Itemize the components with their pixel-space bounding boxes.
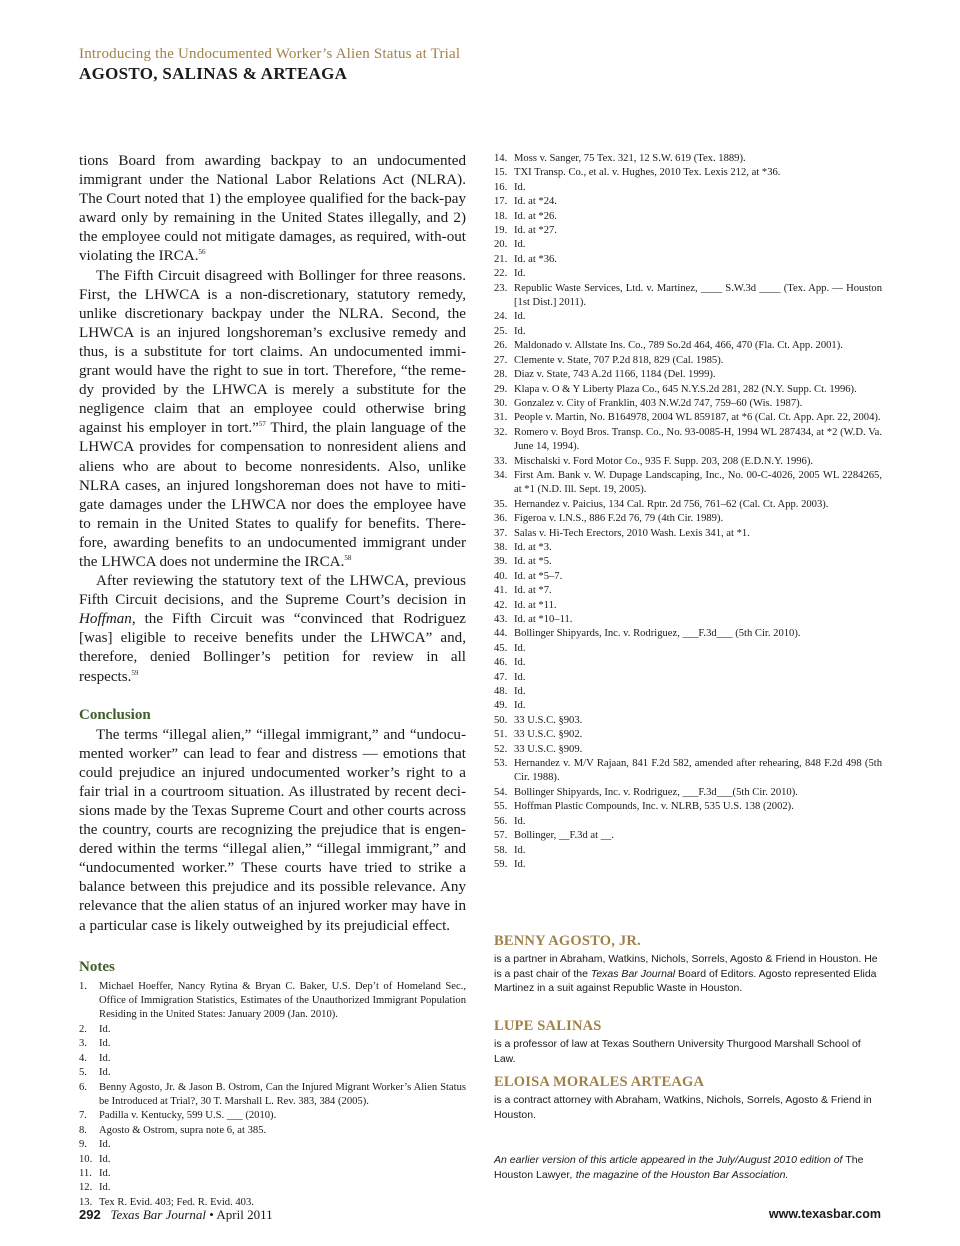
note-text: Diaz v. State, 743 A.2d 1166, 1184 (Del. 1999). bbox=[514, 369, 716, 381]
note-number: 33. bbox=[494, 455, 508, 467]
note-number: 21. bbox=[494, 253, 508, 265]
note-text: Id. bbox=[99, 1023, 111, 1035]
note-item bbox=[494, 815, 882, 829]
note-item bbox=[494, 844, 882, 858]
note-text: Id. at *11. bbox=[514, 599, 557, 611]
note-number: 52. bbox=[494, 743, 508, 755]
note-number: 19. bbox=[494, 225, 508, 237]
note-number: 55. bbox=[494, 801, 508, 813]
note-number: 43. bbox=[494, 614, 508, 625]
note-item bbox=[494, 541, 882, 555]
note-text: Klapa v. O & Y Liberty Plaza Co., 645 N.Y.S.2d 281, 282 (N.Y. Supp. Ct. 1996). bbox=[514, 383, 857, 395]
header-authors: AGOSTO, SALINAS & ARTEAGA bbox=[79, 64, 348, 83]
note-item bbox=[79, 1052, 466, 1066]
note-text: Tex R. Evid. 403; Fed. R. Evid. 403. bbox=[99, 1196, 254, 1208]
note-number: 47. bbox=[494, 671, 508, 683]
note-text: 33 U.S.C. §902. bbox=[514, 729, 583, 741]
note-number: 30. bbox=[494, 397, 508, 409]
note-text: Id. bbox=[514, 858, 526, 870]
note-item bbox=[79, 1023, 466, 1037]
note-number: 31. bbox=[494, 412, 508, 424]
bio-arteaga bbox=[494, 1074, 882, 1122]
note-text: Padilla v. Kentucky, 599 U.S. ___ (2010). bbox=[99, 1110, 277, 1122]
note-number: 14. bbox=[494, 153, 508, 164]
note-text: TXI Transp. Co., et al. v. Hughes, 2010 Tex. Lexis 212, at *36. bbox=[514, 167, 781, 179]
publication-note: An earlier version of this article appeared in the July/August 2010 edition of The Houston Lawyer, the magazine of the Houston Bar Association. bbox=[494, 1154, 864, 1181]
note-number: 54. bbox=[494, 786, 508, 798]
note-item bbox=[494, 757, 882, 786]
note-item bbox=[79, 1081, 466, 1110]
note-number: 39. bbox=[494, 556, 508, 568]
note-number: 3. bbox=[79, 1038, 87, 1050]
note-number: 24. bbox=[494, 311, 508, 323]
note-text: Id. at *3. bbox=[514, 541, 552, 553]
note-number: 28. bbox=[494, 369, 508, 381]
note-text: Hernandez v. M/V Rajaan, 841 F.2d 582, amended after rehearing, 848 F.2d 498 (5th Cir. 1988). bbox=[514, 758, 882, 784]
note-number: 46. bbox=[494, 657, 508, 669]
note-text: Id. bbox=[99, 1038, 111, 1050]
note-number: 5. bbox=[79, 1067, 87, 1079]
note-number: 7. bbox=[79, 1110, 87, 1122]
notes-heading: Notes bbox=[79, 958, 115, 975]
note-item bbox=[494, 728, 882, 742]
note-number: 41. bbox=[494, 585, 508, 597]
note-item bbox=[494, 584, 882, 598]
paragraph-1: tions Board from awarding backpay to an undocumented immigrant under the National Labor Relations Act (NLRA). The Court noted that 1) the employee qualified for the back-pay award only by remaining in the United States illegally, and 2) the employee could not mitigate damages, as required, with-out violating the IRCA.$^{56}$ bbox=[79, 153, 466, 265]
header-kicker: Introducing the Undocumented Worker’s Alien Status at Trial bbox=[79, 46, 461, 62]
note-text: Id. bbox=[99, 1167, 111, 1179]
note-text: Id. at *27. bbox=[514, 225, 557, 237]
bio-salinas bbox=[494, 1018, 882, 1066]
article-body bbox=[79, 152, 466, 936]
note-number: 18. bbox=[494, 210, 508, 222]
note-item bbox=[79, 980, 466, 1023]
note-text: Id. at *5. bbox=[514, 556, 552, 568]
note-number: 15. bbox=[494, 167, 508, 179]
bio-name: LUPE SALINAS bbox=[494, 1018, 602, 1034]
note-number: 25. bbox=[494, 325, 508, 337]
note-number: 38. bbox=[494, 541, 508, 553]
note-text: Id. bbox=[514, 671, 526, 683]
note-text: Id. bbox=[514, 657, 526, 669]
note-item bbox=[494, 210, 882, 224]
note-text: Id. bbox=[514, 844, 526, 856]
note-item bbox=[494, 786, 882, 800]
note-item bbox=[494, 310, 882, 324]
footnote-ref: 58 bbox=[344, 553, 352, 562]
note-number: 45. bbox=[494, 642, 508, 654]
note-text: 33 U.S.C. §903. bbox=[514, 714, 583, 726]
note-item bbox=[494, 339, 882, 353]
note-item bbox=[494, 282, 882, 311]
note-number: 16. bbox=[494, 181, 508, 193]
note-text: Id. bbox=[514, 311, 526, 323]
footer-bullet: • bbox=[209, 1207, 214, 1222]
note-item bbox=[494, 656, 882, 670]
footnote-ref: 57 bbox=[258, 420, 266, 429]
note-item bbox=[494, 699, 882, 713]
note-text: Id. bbox=[514, 700, 526, 712]
note-text: Michael Hoeffer, Nancy Rytina & Bryan C. Baker, U.S. Dep’t of Homeland Sec., Office of Immigration Statistics, Estimates of the Unauthorized Immigrant Population Residing in the United States: January 2009 (Jan. 2010). bbox=[99, 980, 466, 1021]
note-text: Id. at *26. bbox=[514, 210, 557, 222]
note-text: People v. Martin, No. B164978, 2004 WL 859187, at *6 (Cal. Ct. App. Apr. 22, 2004). bbox=[514, 412, 881, 424]
note-text: Agosto & Ostrom, supra note 6, at 385. bbox=[99, 1124, 267, 1136]
note-number: 20. bbox=[494, 239, 508, 251]
note-text: Hernandez v. Paicius, 134 Cal. Rptr. 2d 756, 761–62 (Cal. Ct. App. 2003). bbox=[514, 498, 829, 510]
paragraph-3: After reviewing the statutory text of the LHWCA, previous Fifth Circuit decisions, and the Supreme Court’s decision in Hoffman, the Fifth Circuit was “convinced that Rodriguez [was] eligible to receive benefits under the LHWCA” and, therefore, denied Bollinger’s petition for review in all respects.$^{59}$ bbox=[79, 573, 466, 685]
page-number: 292 bbox=[79, 1207, 101, 1222]
note-item bbox=[494, 627, 882, 641]
note-text: Id. bbox=[99, 1153, 111, 1165]
note-text: Id. bbox=[514, 181, 526, 193]
note-item bbox=[494, 411, 882, 425]
website-link[interactable]: www.texasbar.com bbox=[768, 1207, 881, 1221]
note-item bbox=[494, 426, 882, 455]
note-item bbox=[494, 354, 882, 368]
note-number: 50. bbox=[494, 714, 508, 726]
note-number: 2. bbox=[79, 1023, 87, 1035]
note-text: Mischalski v. Ford Motor Co., 935 F. Supp. 203, 208 (E.D.N.Y. 1996). bbox=[514, 455, 814, 467]
note-item bbox=[79, 1138, 466, 1152]
note-item bbox=[494, 224, 882, 238]
note-number: 59. bbox=[494, 858, 508, 870]
note-number: 36. bbox=[494, 513, 508, 525]
note-item bbox=[494, 166, 882, 180]
note-item bbox=[494, 685, 882, 699]
note-item bbox=[494, 570, 882, 584]
note-text: Id. bbox=[99, 1052, 111, 1064]
note-text: Bollinger Shipyards, Inc. v. Rodriguez, ___F.3d___(5th Cir. 2010). bbox=[514, 786, 798, 798]
note-item bbox=[494, 555, 882, 569]
note-number: 13. bbox=[79, 1196, 93, 1208]
note-number: 29. bbox=[494, 383, 508, 395]
note-number: 32. bbox=[494, 426, 508, 438]
magazine-name: Texas Bar Journal bbox=[110, 1207, 207, 1222]
note-text: Id. at *24. bbox=[514, 196, 557, 208]
note-text: Id. bbox=[99, 1067, 111, 1079]
note-text: Id. bbox=[514, 325, 526, 337]
note-number: 49. bbox=[494, 700, 508, 712]
bio-description: is a professor of law at Texas Southern University Thurgood Marshall School of Law. bbox=[494, 1038, 861, 1065]
conclusion-heading: Conclusion bbox=[79, 706, 151, 723]
note-text: Bollinger Shipyards, Inc. v. Rodriguez, ___F.3d___ (5th Cir. 2010). bbox=[514, 628, 801, 640]
note-item bbox=[494, 397, 882, 411]
note-item bbox=[79, 1167, 466, 1181]
note-text: Gonzalez v. City of Franklin, 403 N.W.2d 747, 759–60 (Wis. 1987). bbox=[514, 397, 803, 409]
note-text: Romero v. Boyd Bros. Transp. Co., No. 93-0085-H, 1994 WL 287434, at *2 (W.D. Va. June 14, 1994). bbox=[514, 426, 882, 453]
running-header bbox=[79, 46, 460, 84]
note-number: 4. bbox=[79, 1052, 87, 1064]
note-text: Id. bbox=[514, 642, 526, 654]
footnote-ref: 59 bbox=[131, 668, 139, 677]
note-number: 17. bbox=[494, 196, 508, 208]
note-number: 58. bbox=[494, 844, 508, 856]
note-number: 27. bbox=[494, 354, 508, 366]
note-item bbox=[494, 743, 882, 757]
note-number: 37. bbox=[494, 527, 508, 539]
note-item bbox=[494, 195, 882, 209]
note-item bbox=[494, 642, 882, 656]
note-item bbox=[494, 368, 882, 382]
note-number: 44. bbox=[494, 628, 508, 640]
note-number: 1. bbox=[79, 980, 87, 992]
note-number: 53. bbox=[494, 758, 508, 770]
note-number: 6. bbox=[79, 1081, 87, 1093]
note-item bbox=[494, 325, 882, 339]
note-item bbox=[494, 152, 882, 166]
right-column bbox=[494, 152, 882, 872]
note-item bbox=[494, 253, 882, 267]
note-text: Bollinger, __F.3d at __. bbox=[514, 830, 614, 842]
note-text: Maldonado v. Allstate Ins. Co., 789 So.2d 464, 466, 470 (Fla. Ct. App. 2001). bbox=[514, 340, 843, 352]
note-item bbox=[79, 1109, 466, 1123]
note-text: Salas v. Hi-Tech Erectors, 2010 Wash. Lexis 341, at *1. bbox=[514, 527, 750, 539]
note-item bbox=[494, 383, 882, 397]
note-number: 26. bbox=[494, 340, 508, 352]
note-item bbox=[494, 671, 882, 685]
note-number: 9. bbox=[79, 1139, 87, 1151]
note-item bbox=[494, 498, 882, 512]
note-item bbox=[79, 1153, 466, 1167]
bio-description: is a partner in Abraham, Watkins, Nichols, Sorrels, Agosto & Friend in Houston. He is a past chair of the Texas Bar Journal Board of Editors. Agosto represented Elida Martinez in a suit against Republic Waste in Houston. bbox=[494, 953, 878, 995]
note-item bbox=[494, 469, 882, 498]
issue-date: April 2011 bbox=[216, 1207, 273, 1222]
note-item bbox=[79, 1124, 466, 1138]
paragraph-4: The terms “illegal alien,” “illegal immigrant,” and “undocu-mented worker” can lead to fear and distress — emotions that could prejudice an injured undocumented worker’s right to a fair trial in a courtroom situation. As illustrated by recent deci-sions made by the Texas Supreme Court and other courts across the country, courts are recognizing the prejudice that is engen-dered within the terms “illegal alien,” “illegal immigrant,” and “undocumented worker.” These courts have tried to strike a balance between this prejudice and its possible relevance. Any relevance that the alien status of an injured worker may have in a particular case is likely outweighed by its prejudicial effect. bbox=[79, 726, 466, 934]
bio-description: is a contract attorney with Abraham, Watkins, Nichols, Sorrels, Agosto & Friend in Houston. bbox=[494, 1094, 872, 1121]
note-number: 22. bbox=[494, 268, 508, 280]
note-text: Id. bbox=[514, 239, 526, 251]
note-item bbox=[494, 267, 882, 281]
bio-name: ELOISA MORALES ARTEAGA bbox=[494, 1074, 705, 1090]
note-number: 23. bbox=[494, 282, 508, 294]
note-number: 56. bbox=[494, 815, 508, 827]
note-number: 34. bbox=[494, 469, 508, 481]
notes-list-left bbox=[79, 980, 466, 1211]
note-text: Id. bbox=[99, 1182, 111, 1194]
note-item bbox=[79, 1037, 466, 1051]
note-text: 33 U.S.C. §909. bbox=[514, 743, 583, 755]
note-text: Hoffman Plastic Compounds, Inc. v. NLRB, 535 U.S. 138 (2002). bbox=[514, 801, 794, 813]
note-item bbox=[494, 455, 882, 469]
note-number: 35. bbox=[494, 498, 508, 510]
note-number: 10. bbox=[79, 1153, 93, 1165]
page-footer bbox=[79, 1207, 273, 1223]
note-number: 8. bbox=[79, 1124, 87, 1136]
footnote-ref: 56 bbox=[198, 248, 206, 257]
note-number: 40. bbox=[494, 570, 508, 582]
note-item bbox=[494, 858, 882, 872]
note-item bbox=[79, 1066, 466, 1080]
note-number: 48. bbox=[494, 686, 508, 698]
note-number: 11. bbox=[79, 1167, 92, 1179]
note-text: Id. bbox=[514, 686, 526, 698]
paragraph-2: The Fifth Circuit disagreed with Bollinger for three reasons. First, the LHWCA is a non-discretionary, statutory remedy, unlike discretionary backpay under the NLRA. Second, the LHWCA is an injured longshoreman’s exclusive remedy and thus, is a substitute for tort claims. An undocumented immi-grant would have the right to sue in tort. Therefore, “the reme-dy provided by the LHWCA is merely a substitute for the negligence claim that an employee could otherwise bring against his employer in tort.”$^{57}$ Third, the plain language of the LHWCA provides for compensation to nonresident aliens and aliens who are about to become nonresidents. Also, unlike NLRA cases, an injured longshoreman does not have to miti-gate damages under the LHWCA nor does the employee have to remain in the United States to qualify for benefits. There-fore, awarding benefits to an undocumented immigrant under the LHWCA does not undermine the IRCA.$^{58}$ bbox=[79, 267, 466, 570]
notes-list-right bbox=[494, 152, 882, 872]
note-item bbox=[494, 599, 882, 613]
note-number: 57. bbox=[494, 830, 508, 842]
note-text: Id. at *5–7. bbox=[514, 570, 563, 582]
note-text: Benny Agosto, Jr. & Jason B. Ostrom, Can the Injured Migrant Worker’s Alien Status be Introduced at Trial?, 30 T. Marshall L. Rev. 383, 384 (2005). bbox=[99, 1081, 466, 1107]
note-item bbox=[494, 829, 882, 843]
note-number: 51. bbox=[494, 729, 508, 741]
note-item bbox=[494, 238, 882, 252]
note-text: Id. bbox=[99, 1139, 111, 1151]
note-item bbox=[494, 800, 882, 814]
note-text: Republic Waste Services, Ltd. v. Martinez, ____ S.W.3d ____ (Tex. App. — Houston [1st Dist.] 2011). bbox=[514, 282, 882, 309]
note-item bbox=[79, 1181, 466, 1195]
note-item bbox=[494, 714, 882, 728]
bio-agosto bbox=[494, 933, 882, 996]
note-text: Id. at *36. bbox=[514, 253, 557, 265]
note-number: 12. bbox=[79, 1182, 93, 1194]
note-text: Clemente v. State, 707 P.2d 818, 829 (Cal. 1985). bbox=[514, 354, 724, 366]
note-item bbox=[494, 181, 882, 195]
note-item bbox=[494, 527, 882, 541]
note-text: Id. at *7. bbox=[514, 585, 552, 597]
note-text: Figeroa v. I.N.S., 886 F.2d 76, 79 (4th Cir. 1989). bbox=[514, 513, 724, 525]
note-text: Moss v. Sanger, 75 Tex. 321, 12 S.W. 619 (Tex. 1889). bbox=[514, 153, 746, 164]
note-text: First Am. Bank v. W. Dupage Landscaping, Inc., No. 00-C-4026, 2005 WL 2284265, at *1 (N.D. Ill. Sept. 19, 2005). bbox=[514, 469, 882, 496]
bio-name: BENNY AGOSTO, JR. bbox=[494, 933, 641, 949]
note-text: Id. bbox=[514, 815, 526, 827]
left-column bbox=[79, 152, 466, 1210]
note-item bbox=[494, 512, 882, 526]
note-number: 42. bbox=[494, 599, 508, 611]
note-text: Id. at *10–11. bbox=[514, 614, 573, 625]
note-item bbox=[494, 613, 882, 627]
note-text: Id. bbox=[514, 268, 526, 280]
